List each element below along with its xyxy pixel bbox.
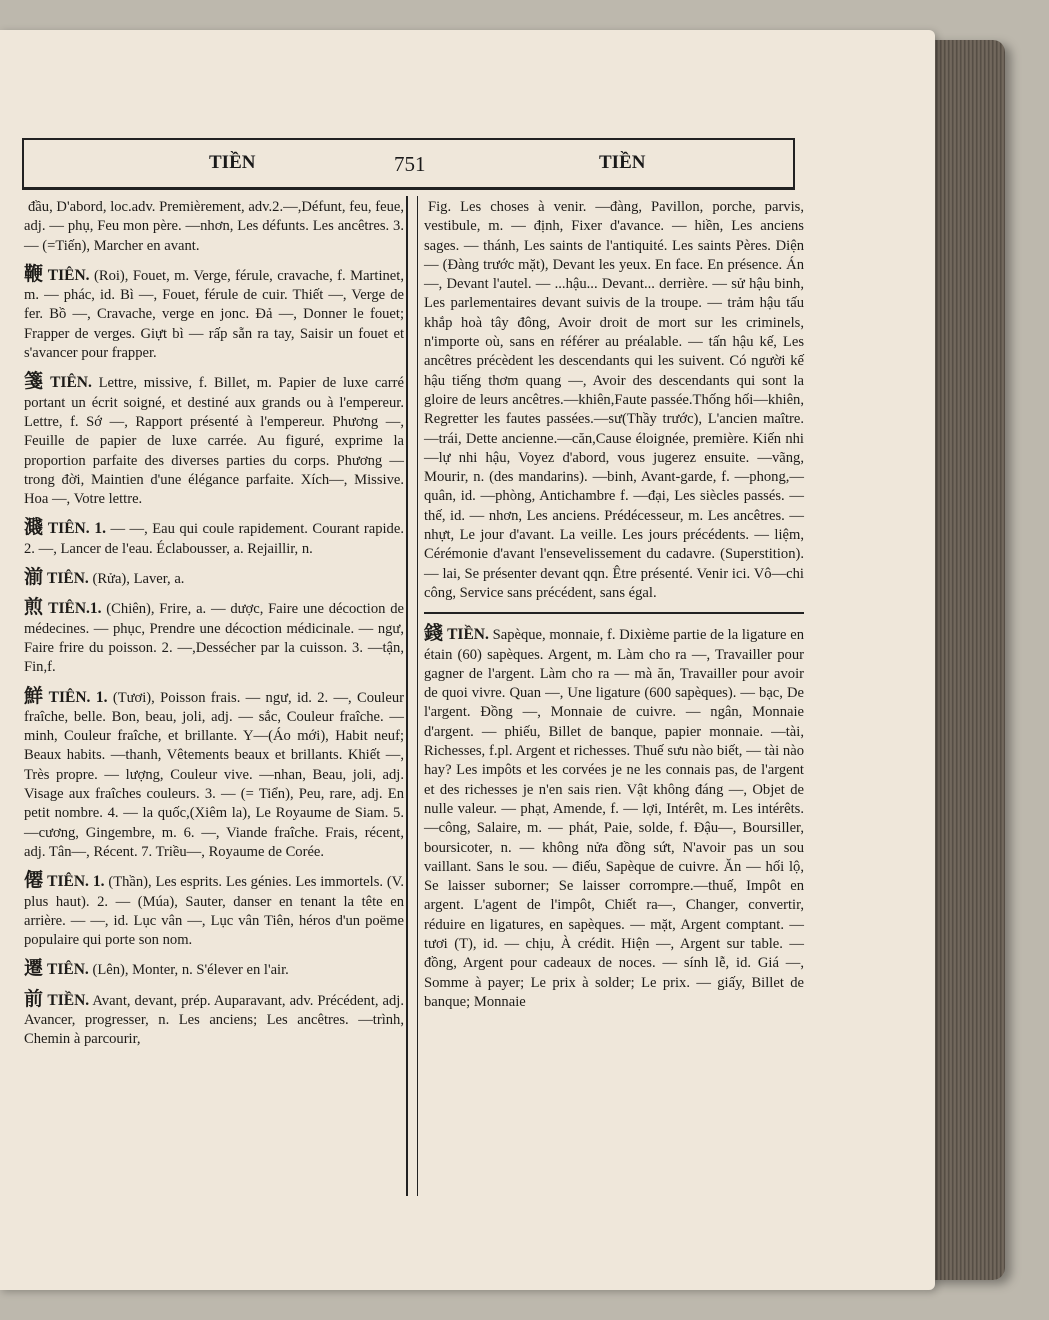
headword: TIÊN. bbox=[47, 570, 89, 588]
chinese-character: 箋 bbox=[24, 371, 47, 393]
entry-text: Sapèque, monnaie, f. Dixième partie de la ligature en étain (60) sapèques. Argent, m. Làm cho ra —, Travailler pour gagner de l'argent. Làm cho ra — mà ăn, Travailler pour avoir de quoi vivre. Quan —, Une ligature (600 sapèques). — bạc, De l'argent. Đồng —, Monnaie de cuivre. — ngân, Monnaie d'argent. — phiếu, Billet de banque, papier monnaie. —tài, Richesses, f.pl. Argent et richesses. Thuế sưu nào biết, — tài nào hay? Les impôts et les corvées je ne les connais pas, de l'argent et des richesses je n'en sais rien. Vật không đáng —, Objet de nulle valeur. — phạt, Amende, f. — lợi, Intérêt, m. Les intérêts. —công, Salaire, m. — phát, Paie, solde, f. Đậu—, Boursiller, boursicoter, n. — không nửa đồng sứt, N'avoir pas un sou vaillant. Sans le sou. — điếu, Sapèque de cuivre. Ăn — hối lộ, Se laisser suborner; Se laisser corrompre.—thuế, Impôt en argent. L'agent de l'impôt, Chiết ra—, Changer, convertir, réduire en ligatures, en sapèques. — mặt, Argent comptant. — tươi (T), id. — chịu, À crédit. Hiện —, Argent sur table. — đồng, Argent pour cadeaux de noces. — sính lễ, id. Giá —, Somme à payer; Le prix à solder; Le prix. — giấy, Billet de banque; Monnaie bbox=[424, 627, 804, 1010]
entry-text: (Chiên), Frire, a. — dược, Faire une décoction de médecines. — phục, Prendre une décoction médicinale. — ngư, Faire frire du poisson. 2. —,Dessécher par la cuisson. 3. —tận, Fin,f. bbox=[24, 601, 404, 676]
entry-text: — —, Eau qui coule rapidement. Courant rapide. 2. —, Lancer de l'eau. Éclabousser, a. Rejaillir, n. bbox=[24, 521, 404, 557]
headword: TIÊN. bbox=[47, 266, 90, 284]
dictionary-entry bbox=[424, 196, 804, 603]
entry-text: Avant, devant, prép. Auparavant, adv. Précédent, adj. Avancer, progresser, n. Les anciens; Les ancêtres. —trình, Chemin à parcourir, bbox=[24, 992, 404, 1048]
dictionary-entry bbox=[24, 959, 404, 980]
header-left-word: TIỀN bbox=[209, 152, 256, 173]
chinese-character: 鞭 bbox=[24, 263, 44, 285]
chinese-character: 遷 bbox=[24, 958, 44, 980]
entry-text: (Lên), Monter, n. S'élever en l'air. bbox=[92, 962, 289, 979]
headword: TIÊN. 1. bbox=[48, 688, 108, 706]
dictionary-entry bbox=[24, 518, 404, 559]
headword: TIÊN. 1. bbox=[47, 873, 105, 891]
headword: TIỀN. bbox=[447, 626, 489, 644]
dictionary-entry bbox=[24, 265, 404, 363]
dictionary-entry bbox=[24, 372, 404, 509]
entry-text: Lettre, missive, f. Billet, m. Papier de luxe carré portant un écrit soigné, et destiné aux grands ou à l'empereur. Lettre, f. Sớ —, Rapport présenté à l'empereur. Phương —, Feuille de papier de luxe carrée. Au figuré, exprime la proportion parfaite des diverses parties du corps. Phương — trong đời, Maintien d'une élégance parfaite. Xích—, Missive. Hoa —, Votre lettre. bbox=[24, 375, 404, 508]
entry-text: (Thần), Les esprits. Les génies. Les immortels. (V. plus haut). 2. — (Múa), Sauter, danser en tenant la tête en arrière. — —, id. Lục vân —, Lục vân Tiên, héros d'un poëme populaire qui porte son nom. bbox=[24, 874, 404, 949]
headword: TIỀN. bbox=[47, 991, 90, 1009]
headword: TIÊN.1. bbox=[48, 600, 102, 618]
page-number: 751 bbox=[394, 152, 426, 176]
page-header bbox=[22, 138, 795, 190]
right-column bbox=[424, 196, 804, 1021]
dictionary-entry bbox=[24, 196, 404, 256]
entry-text: (Rửa), Laver, a. bbox=[92, 571, 185, 588]
headword: TIÊN. 1. bbox=[47, 520, 106, 538]
headword: TIÊN. bbox=[47, 961, 89, 979]
chinese-character: 僊 bbox=[24, 870, 44, 892]
chinese-character: 前 bbox=[24, 988, 44, 1010]
entry-text: Fig. Les choses à venir. —đàng, Pavillon, porche, parvis, vestibule, m. — định, Fixer d'avance. — hiền, Les anciens sages. — thánh, Les saints de l'antiquité. Les saints Pères. Diện — (Đàng trước mặt), Devant les yeux. En face. En présence. Án —, Devant l'autel. — ...hậu... Devant... derrière. — sử hậu binh, Les parlementaires devant suivis de la troupe. — trảm hậu tấu khắp hoà tây đông, Avoir droit de mort sur les criminels, n'importe où, sans en référer au préalable. — tấn hậu kế, Les ancêtres précèdent les descendants qui les suivent. Có người kế hậu tiếng thơm quang —, Avoir des descendants qui sont la gloire de leurs ancêtres.—khiên,Faute passée.Thống hối—khiên, Regretter les fautes passées.—sư(Thầy trước), L'ancien maître.—trái, Dette ancienne.—căn,Cause éloignée, première. Kiến nhi—lự nhi hậu, Voyez d'abord, vous jugerez ensuite. —vãng, Mourir, n. (des mandarins). —binh, Avant-garde, f. —phong,—quân, id. —phòng, Antichambre f. —đại, Les siècles passés. — thế, id. — nhơn, Les anciens. Prédécesseur, m. Les ancêtres. — nhựt, Le jour d'avant. La veille. Les jours précédents. — liệm, Cérémonie d'avant l'ensevelissement du cadavre. (Superstition). — lai, Se présenter devant qqn. Être présenté. Venir ici. Vô—chi công, Service sans précédent, sans égal. bbox=[424, 199, 804, 601]
chinese-character: 錢 bbox=[424, 623, 444, 645]
column-divider bbox=[406, 196, 418, 1196]
entry-text: (Roi), Fouet, m. Verge, férule, cravache, f. Martinet, m. — phác, id. Bì —, Fouet, férule de cuir. Thiết —, Verge de fer. Bồ —, Cravache, verge en jonc. Đả —, Donner le fouet; Frapper de verges. Giựt bì — rấp sẵn ra tay, Saisir un fouet et s'avancer pour frapper. bbox=[24, 267, 404, 362]
entry-separator bbox=[424, 612, 804, 614]
headword: TIÊN. bbox=[50, 374, 92, 392]
dictionary-entry bbox=[24, 871, 404, 950]
entry-text: đầu, D'abord, loc.adv. Premièrement, adv.2.—,Défunt, feu, feue, adj. — phụ, Feu mon père. —nhơn, Les défunts. Les ancêtres. 3. — (=Tiến), Marcher en avant. bbox=[24, 199, 404, 254]
dictionary-entry bbox=[24, 687, 404, 863]
dictionary-entry bbox=[424, 624, 804, 1012]
chinese-character: 湔 bbox=[24, 567, 44, 589]
dictionary-entry bbox=[24, 568, 404, 589]
dictionary-entry bbox=[24, 990, 404, 1050]
book-page-edges bbox=[925, 40, 1005, 1280]
entry-text: (Tươi), Poisson frais. — ngư, id. 2. —, Couleur fraîche, belle. Bon, beau, joli, adj. — sắc, Couleur fraîche. — minh, Couleur fraîche, et brillante. Y—(Áo mới), Habit neuf; Beaux habits. —thanh, Vêtements beaux et brillants. Khiết —, Très propre. — lượng, Couleur vive. —nhan, Beau, joli, adj. Visage aux fraîches couleurs. 3. — (= Tiển), Peu, rare, adj. En petit nombre. 4. — la quốc,(Xiêm la), Le Royaume de Siam. 5. —cương, Gingembre, m. 6. —, Viande fraîche. Frais, récent, adj. Tân—, Récent. 7. Triều—, Royaume de Corée. bbox=[24, 689, 404, 860]
header-right-word: TIỀN bbox=[599, 152, 646, 173]
left-column bbox=[24, 196, 404, 1059]
chinese-character: 鮮 bbox=[24, 685, 45, 707]
chinese-character: 煎 bbox=[24, 597, 45, 619]
chinese-character: 濺 bbox=[24, 517, 44, 539]
dictionary-entry bbox=[24, 598, 404, 677]
